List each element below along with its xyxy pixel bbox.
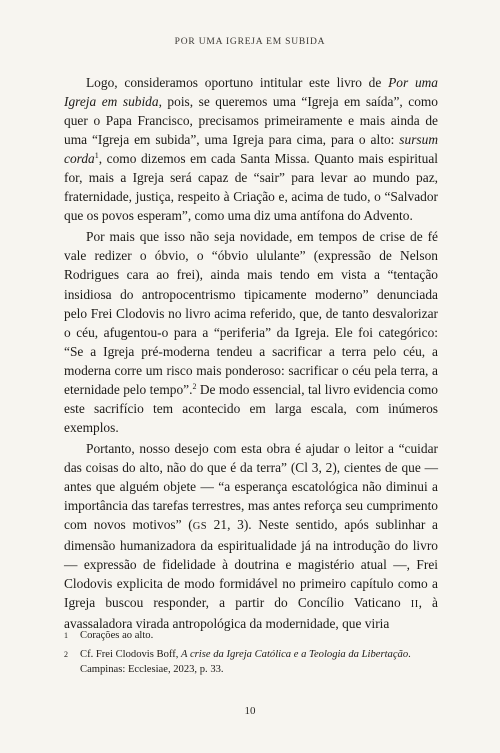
- footnote-ref-1[interactable]: 1: [94, 151, 99, 161]
- council-numeral: II: [410, 599, 419, 611]
- paragraph-1-text-b: , pois, se queremos uma “Igreja em saída”, como quer o Papa Francisco, precisamos primeiramente e mais ainda de uma “Igreja em subida”, uma Igreja para cima, para o alto:: [64, 94, 438, 148]
- footnotes: [64, 628, 438, 681]
- paragraph-1-text-a: Logo, consideramos oportuno intitular este livro de: [86, 75, 389, 90]
- book-title-italic: Por uma Igreja em subida: [64, 75, 439, 110]
- footnote-2-text-a: Cf. Frei Clodovis Boff,: [80, 649, 182, 660]
- document-abbreviation-gs: GS: [192, 521, 207, 533]
- body-text: [64, 73, 438, 633]
- footnote-2-number: 2: [64, 650, 68, 659]
- paragraph-1-text-c: , como dizemos em cada Santa Missa. Quanto mais espiritual for, mais a Igreja será capaz de “sair” para levar ao mundo paz, fraternidade, justiça, respeito à Criação e, acima de tudo, o “Salvador que os povos esperam”, como uma diz uma antífona do Advento.: [64, 151, 438, 224]
- footnote-ref-2[interactable]: 2: [192, 381, 197, 391]
- page-number: 10: [244, 705, 256, 717]
- footnote-2-text-b: . Campinas: Ecclesiae, 2023, p. 33.: [80, 649, 411, 675]
- paragraph-1: [64, 73, 438, 225]
- paragraph-2-text-a: Por mais que isso não seja novidade, em tempos de crise de fé vale redizer o óbvio, o “óbvio ululante” (expressão de Nelson Rodrigues cara ao frei), ainda mais tendo em vista a “tentação insidiosa do antropocentrismo tipicamente moderno” denunciada pelo Frei Clodovis no livro acima referido, que, de tanto desvalorizar o céu, afugentou-o para a “periferia” da Igreja. Ele foi categórico: “Se a Igreja pré-moderna tendeu a sacrificar a terra pelo céu, a moderna corre um risco mais ponderoso: sacrificar o céu pela terra, a eternidade pelo tempo”.: [64, 229, 438, 397]
- footnote-1-text: Corações ao alto.: [80, 630, 154, 641]
- paragraph-3-text-a: Portanto, nosso desejo com esta obra é ajudar o leitor a “cuidar das coisas do alto, não do que é da terra” (Cl 3, 2), cientes de que — antes que alguém objete — “a esperança escatológica não diminui a importância das tarefas terrestres, mas antes reforça seu cumprimento com novos motivos” (: [64, 440, 438, 533]
- paragraph-2: [64, 227, 438, 437]
- running-header: POR UMA IGREJA EM SUBIDA: [174, 37, 326, 47]
- footnote-2: [64, 647, 438, 677]
- paragraph-3: [64, 439, 438, 633]
- paragraph-3-text-c: , à avassaladora virada antropológica da modernidade, que viria: [64, 595, 439, 632]
- footnote-2-book-title: A crise da Igreja Católica e a Teologia da Libertação: [181, 649, 409, 660]
- paragraph-2-text-b: De modo essencial, tal livro evidencia como este sacrifício tem acontecido em larga escala, com inúmeros exemplos.: [64, 381, 439, 435]
- latin-phrase-italic: sursum corda: [64, 132, 438, 167]
- paragraph-3-text-b: 21, 3). Neste sentido, após sublinhar a dimensão humanizadora da espiritualidade já na introdução do livro — expressão de fidelidade à doutrina e magistério atual —, Frei Clodovis explicita de modo formidável no primeiro capítulo como a Igreja buscou responder, a partir do Concílio Vaticano: [64, 517, 438, 611]
- footnote-1: [64, 628, 438, 643]
- footnote-1-number: 1: [64, 631, 68, 640]
